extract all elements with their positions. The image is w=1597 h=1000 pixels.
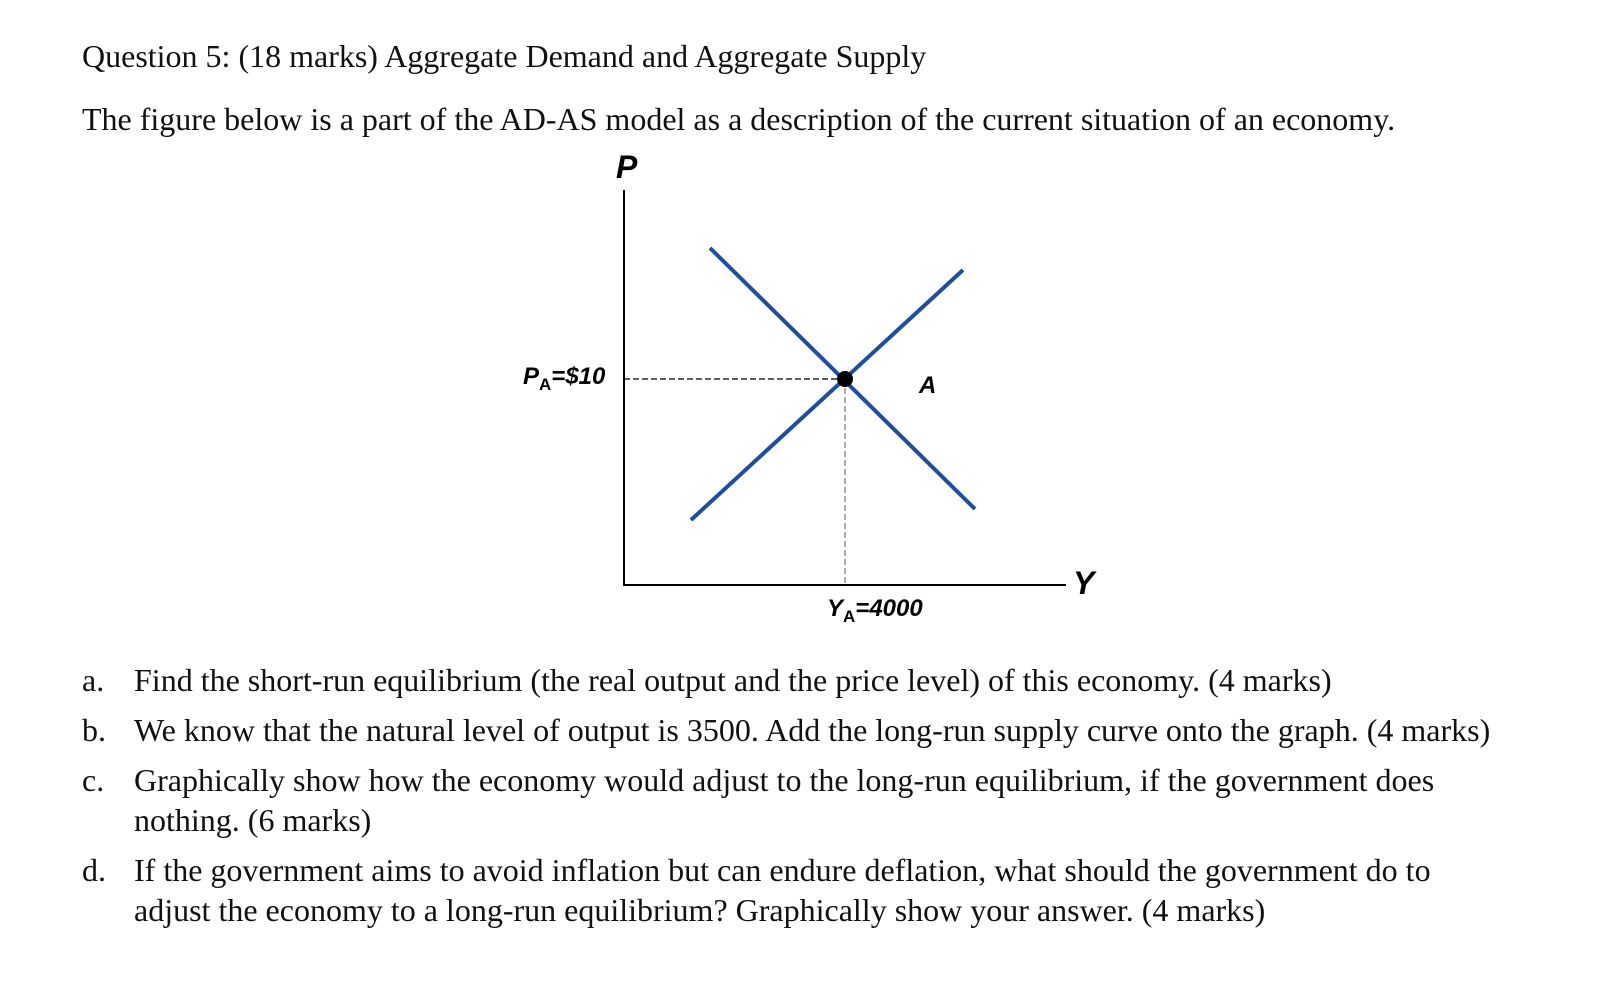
question-title: Question 5: (18 marks) Aggregate Demand and Aggregate Supply: [82, 38, 927, 74]
part-text: Find the short-run equilibrium (the real output and the price level) of this economy. (4 marks): [134, 662, 1332, 698]
part-a: [82, 660, 1332, 700]
part-letter: b.: [82, 712, 106, 748]
part-c: [82, 760, 1502, 840]
price-label-main: P: [523, 363, 540, 390]
part-d: [82, 850, 1502, 930]
output-label-main: Y: [827, 595, 844, 622]
equilibrium-point: [837, 371, 853, 387]
question-intro: The figure below is a part of the AD-AS model as a description of the current situation of an economy.: [82, 101, 1396, 137]
part-text: If the government aims to avoid inflation but can endure deflation, what should the government do to adjust the economy to a long-run equilibrium? Graphically show your answer. (4 marks): [134, 852, 1431, 928]
x-axis-label: Y: [1073, 565, 1095, 601]
output-label: [827, 595, 923, 626]
part-b: [82, 710, 1582, 750]
part-text: Graphically show how the economy would adjust to the long-run equilibrium, if the government does nothing. (6 marks): [134, 762, 1435, 838]
output-label-sub: A: [843, 607, 856, 626]
point-a-label: A: [919, 372, 937, 399]
part-text: We know that the natural level of output is 3500. Add the long-run supply curve onto the graph. (4 marks): [134, 712, 1491, 748]
price-label-value: =$10: [551, 363, 606, 390]
y-axis-label: P: [616, 149, 638, 185]
part-letter: a.: [82, 662, 105, 698]
part-letter: c.: [82, 762, 105, 798]
price-label-sub: A: [539, 375, 552, 394]
part-letter: d.: [82, 852, 106, 888]
output-label-value: =4000: [855, 595, 923, 622]
price-label: [523, 363, 606, 394]
